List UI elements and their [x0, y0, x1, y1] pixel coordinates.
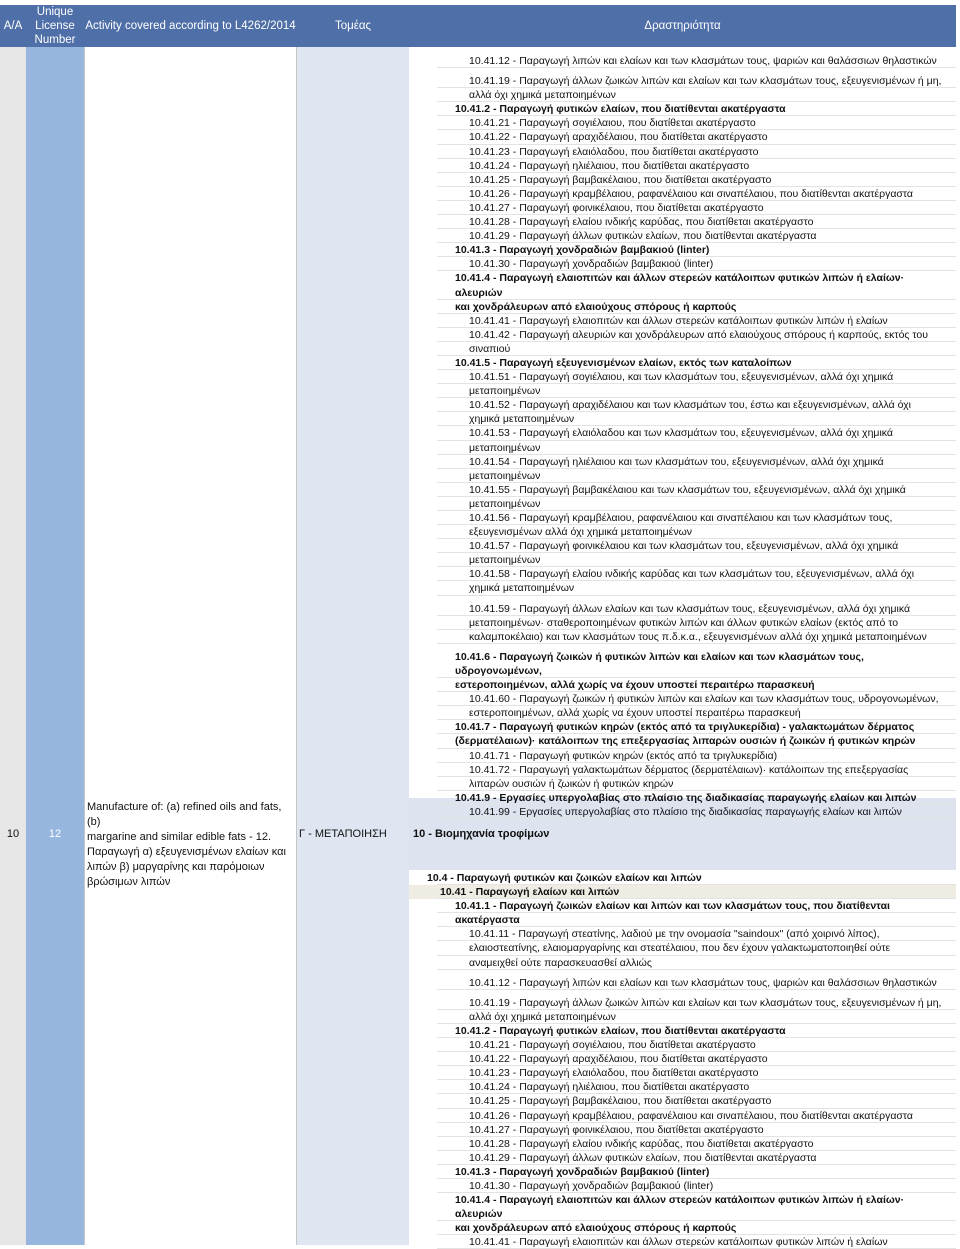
cell-sector: Γ - ΜΕΤΑΠΟΙΗΣΗ: [299, 828, 387, 840]
activity-row: 10.41.21 - Παραγωγή σογιέλαιου, που διατίθεται ακατέργαστο: [409, 1038, 956, 1052]
activity-row: μεταποιημένων: [409, 384, 956, 398]
activity-row: αλλά όχι χημικά μεταποιημένων: [409, 88, 956, 102]
activity-category-row: 10.41.2 - Παραγωγή φυτικών ελαίων, που διατίθενται ακατέργαστα: [409, 1024, 956, 1038]
activity-row: 10.41.25 - Παραγωγή βαμβακέλαιου, που διατίθεται ακατέργαστο: [409, 173, 956, 187]
activity-row: 10.41.21 - Παραγωγή σογιέλαιου, που διατίθεται ακατέργαστο: [409, 116, 956, 130]
activity-row: 10.41.27 - Παραγωγή φοινικέλαιου, που διατίθεται ακατέργαστο: [409, 201, 956, 215]
activity-row: 10.41.23 - Παραγωγή ελαιόλαδου, που διατίθεται ακατέργαστο: [409, 145, 956, 159]
activity-row: 10.41.22 - Παραγωγή αραχιδέλαιου, που διατίθεται ακατέργαστο: [409, 130, 956, 144]
activity-row: χημικά μεταποιημένων: [409, 412, 956, 426]
activity-row: 10.41.59 - Παραγωγή άλλων ελαίων και των κλασμάτων τους, εξευγενισμένων, αλλά όχι χημικά: [409, 602, 956, 616]
activity-row: 10.41.42 - Παραγωγή αλευριών και χονδράλευρων από ελαιούχους σπόρους ή καρπούς, εκτός του: [409, 328, 956, 342]
activity-row: 10.41.41 - Παραγωγή ελαιοπιτών και άλλων στερεών κατάλοιπων φυτικών λιπών ή ελαίων: [409, 314, 956, 328]
column-unique-license: [26, 47, 84, 1245]
activity-row: λιπαρών ουσιών ή ζωικών ή φυτικών κηρών: [409, 777, 956, 791]
activity-row: χημικά μεταποιημένων: [409, 581, 956, 595]
activity-row: 10.41.26 - Παραγωγή κραμβέλαιου, ραφανέλαιου και σιναπέλαιου, που διατίθενται ακατέργαστα: [409, 1109, 956, 1123]
activity-row: 10.41.51 - Παραγωγή σογιέλαιου, και των κλασμάτων του, εξευγενισμένων, αλλά όχι χημικά: [409, 370, 956, 384]
activity-row: 10.41.72 - Παραγωγή γαλακτωμάτων δέρματος (δερματέλαιων)· κατάλοιπων της επεξεργασίας: [409, 763, 956, 777]
activity-category-row: 10.4 - Παραγωγή φυτικών και ζωικών ελαίων και λιπών: [409, 871, 956, 885]
activity-row: 10.41.57 - Παραγωγή φοινικέλαιου και των κλασμάτων του, εξευγενισμένων, αλλά όχι χημικά: [409, 539, 956, 553]
activity-row: 10.41.60 - Παραγωγή ζωικών ή φυτικών λιπών και ελαίων και των κλασμάτων τους, υδρογονωμένων,: [409, 692, 956, 706]
activity-row: 10.41.12 - Παραγωγή λιπών και ελαίων και των κλασμάτων τους, ψαριών και θαλάσσιων θηλαστικών: [409, 976, 956, 990]
activity-row: καλαμποκέλαιο) και των κλασμάτων τους π.δ.κ.α., εξευγενισμένων αλλά όχι χημικά μεταποιημένων: [409, 630, 956, 644]
activity-row: 10.41.53 - Παραγωγή ελαιόλαδου και των κλασμάτων του, εξευγενισμένων, αλλά όχι χημικά: [409, 426, 956, 440]
activity-category-row: 10.41.9 - Εργασίες υπεργολαβίας στο πλαίσιο της διαδικασίας παραγωγής ελαίων και λιπών: [409, 791, 956, 805]
activity-row: 10.41.19 - Παραγωγή άλλων ζωικών λιπών και ελαίων και των κλασμάτων τους, εξευγενισμένων ή μη,: [409, 74, 956, 88]
activity-row: 10.41.58 - Παραγωγή ελαίου ινδικής καρύδας και των κλασμάτων του, εξευγενισμένων, αλλά όχι: [409, 567, 956, 581]
cell-activity: [87, 800, 294, 888]
activity-line: Παραγωγή α) εξευγενισμένων ελαίων και: [87, 846, 286, 858]
activity-row: 10.41.11 - Παραγωγή στεατίνης, λαδιού με την ονομασία "saindoux" (από χοιρινό λίπος),: [409, 927, 956, 941]
activity-row: μεταποιημένων: [409, 469, 956, 483]
activity-row: 10.41.24 - Παραγωγή ηλιέλαιου, που διατίθεται ακατέργαστο: [409, 1080, 956, 1094]
activity-row: σιναπιού: [409, 342, 956, 356]
activity-row: 10.41.19 - Παραγωγή άλλων ζωικών λιπών και ελαίων και των κλασμάτων τους, εξευγενισμένων ή μη,: [409, 996, 956, 1010]
activity-list-bottom: [409, 871, 956, 1249]
activity-line: βρώσιμων λιπών: [87, 876, 171, 888]
activity-category-row: 10.41.7 - Παραγωγή φυτικών κηρών (εκτός από τα τριγλυκερίδια) - γαλακτωμάτων δέρματος: [409, 720, 956, 734]
activity-row: 10.41.27 - Παραγωγή φοινικέλαιου, που διατίθεται ακατέργαστο: [409, 1123, 956, 1137]
cell-unique-license: 12: [48, 828, 62, 840]
header-unique-line: Number: [34, 34, 76, 46]
activity-row: αλλά όχι χημικά μεταποιημένων: [409, 1010, 956, 1024]
activity-category-row: 10.41.3 - Παραγωγή χονδραδιών βαμβακιού (linter): [409, 1165, 956, 1179]
activity-row: εξευγενισμένων αλλά όχι χημικά μεταποιημένων: [409, 525, 956, 539]
activity-row: 10.41.56 - Παραγωγή κραμβέλαιου, ραφανέλαιου και σιναπέλαιου και των κλασμάτων τους,: [409, 511, 956, 525]
activity-row: 10.41.99 - Εργασίες υπεργολαβίας στο πλαίσιο της διαδικασίας παραγωγής ελαίων και λιπών: [409, 805, 956, 819]
activity-category-row: και χονδράλευρων από ελαιούχους σπόρους ή καρπούς: [409, 300, 956, 314]
activity-category-row: 10.41.5 - Παραγωγή εξευγενισμένων ελαίων, εκτός των καταλοίπων: [409, 356, 956, 370]
activity-row: 10.41.30 - Παραγωγή χονδραδιών βαμβακιού (linter): [409, 257, 956, 271]
activity-category-row: εστεροποιημένων, αλλά χωρίς να έχουν υποστεί περαιτέρω παρασκευή: [409, 678, 956, 692]
activity-category-row: 10.41.4 - Παραγωγή ελαιοπιτών και άλλων στερεών κατάλοιπων φυτικών λιπών ή ελαίων· αλευριών: [409, 271, 956, 299]
cell-aa: 10: [6, 828, 20, 840]
activity-row: 10.41.30 - Παραγωγή χονδραδιών βαμβακιού (linter): [409, 1179, 956, 1193]
activity-category-row: και χονδράλευρων από ελαιούχους σπόρους ή καρπούς: [409, 1221, 956, 1235]
activity-row: 10.41.25 - Παραγωγή βαμβακέλαιου, που διατίθεται ακατέργαστο: [409, 1094, 956, 1108]
activity-row: μεταποιημένων: [409, 441, 956, 455]
table-header: [0, 5, 956, 47]
activity-row: 10.41.12 - Παραγωγή λιπών και ελαίων και των κλασμάτων τους, ψαριών και θαλάσσιων θηλαστικών: [409, 54, 956, 68]
activity-row: μεταποιημένων: [409, 553, 956, 567]
activity-row: 10.41.41 - Παραγωγή ελαιοπιτών και άλλων στερεών κατάλοιπων φυτικών λιπών ή ελαίων: [409, 1235, 956, 1249]
activity-row: 10.41.28 - Παραγωγή ελαίου ινδικής καρύδας, που διατίθεται ακατέργαστο: [409, 215, 956, 229]
header-aa: A/A: [3, 20, 23, 32]
activity-row: μεταποιημένων· σταθεροποιημένων φυτικών λιπών και άλλων φυτικών ελαίων (εκτός από το: [409, 616, 956, 630]
column-aa: [0, 47, 26, 1245]
activity-category-row: 10.41.6 - Παραγωγή ζωικών ή φυτικών λιπών και ελαίων και των κλασμάτων τους, υδρογονωμένων,: [409, 650, 956, 678]
activity-row: 10.41.52 - Παραγωγή αραχιδέλαιου και των κλασμάτων του, έστω και εξευγενισμένων, αλλά όχι: [409, 398, 956, 412]
activity-row: 10.41.29 - Παραγωγή άλλων φυτικών ελαίων, που διατίθενται ακατέργαστα: [409, 1151, 956, 1165]
activity-row: 10.41.54 - Παραγωγή ηλιέλαιου και των κλασμάτων του, εξευγενισμένων, αλλά όχι χημικά: [409, 455, 956, 469]
header-activity-greek: Δραστηριότητα: [644, 20, 721, 32]
column-sector: [297, 47, 409, 1245]
header-sector: Τομέας: [334, 20, 372, 32]
activity-category-row: ακατέργαστα: [409, 913, 956, 927]
activity-row: 10.41.71 - Παραγωγή φυτικών κηρών (εκτός από τα τριγλυκερίδια): [409, 749, 956, 763]
activity-line: Manufacture of: (a) refined oils and fats, (b): [87, 801, 282, 828]
activity-row: μεταποιημένων: [409, 497, 956, 511]
activity-category-row: (δερματέλαιων)· κατάλοιπων της επεξεργασίας λιπαρών ουσιών ή ζωικών ή φυτικών κηρών: [409, 734, 956, 748]
activity-row: 10.41.29 - Παραγωγή άλλων φυτικών ελαίων, που διατίθενται ακατέργαστα: [409, 229, 956, 243]
header-unique-line: License: [35, 20, 75, 32]
activity-row: αναμειχθεί ούτε παρασκευασθεί αλλιώς: [409, 956, 956, 970]
activity-row: εστεροποιημένων, αλλά χωρίς να έχουν υποστεί περαιτέρω παρασκευή: [409, 706, 956, 720]
header-unique-line: Unique: [36, 6, 74, 18]
activity-row: 10.41.24 - Παραγωγή ηλιέλαιου, που διατίθεται ακατέργαστο: [409, 159, 956, 173]
activity-category-row: 10.41.2 - Παραγωγή φυτικών ελαίων, που διατίθενται ακατέργαστα: [409, 102, 956, 116]
activity-list-top: [409, 54, 956, 819]
activity-category-row: 10.41.1 - Παραγωγή ζωικών ελαίων και λιπών και των κλασμάτων τους, που διατίθενται: [409, 899, 956, 913]
activity-row: 10.41.23 - Παραγωγή ελαιόλαδου, που διατίθεται ακατέργαστο: [409, 1066, 956, 1080]
activity-row: 10.41.55 - Παραγωγή βαμβακέλαιου και των κλασμάτων του, εξευγενισμένων, αλλά όχι χημικά: [409, 483, 956, 497]
activity-row: ελαιοστεατίνης, ελαιομαργαρίνης και στεατέλαιου, που δεν έχουν γαλακτωματοποιηθεί ούτε: [409, 941, 956, 955]
header-activity: Activity covered according to L4262/2014: [85, 20, 296, 32]
activity-category-row: 10.41.4 - Παραγωγή ελαιοπιτών και άλλων στερεών κατάλοιπων φυτικών λιπών ή ελαίων· αλευριών: [409, 1193, 956, 1221]
activity-row: 10.41.22 - Παραγωγή αραχιδέλαιου, που διατίθεται ακατέργαστο: [409, 1052, 956, 1066]
activity-row: 10.41.26 - Παραγωγή κραμβέλαιου, ραφανέλαιου και σιναπέλαιου, που διατίθενται ακατέργαστα: [409, 187, 956, 201]
activity-row: 10.41.28 - Παραγωγή ελαίου ινδικής καρύδας, που διατίθεται ακατέργαστο: [409, 1137, 956, 1151]
activity-category-row: 10.41 - Παραγωγή ελαίων και λιπών: [409, 885, 956, 899]
activity-line: λιπών β) μαργαρίνης και παρόμοιων: [87, 861, 265, 873]
column-activity: [84, 47, 297, 1245]
activity-line: margarine and similar edible fats - 12.: [87, 831, 272, 843]
activity-category-row: 10.41.3 - Παραγωγή χονδραδιών βαμβακιού (linter): [409, 243, 956, 257]
header-unique-license-number: [26, 5, 84, 47]
cell-domain: 10 - Βιομηχανία τροφίμων: [413, 828, 550, 840]
